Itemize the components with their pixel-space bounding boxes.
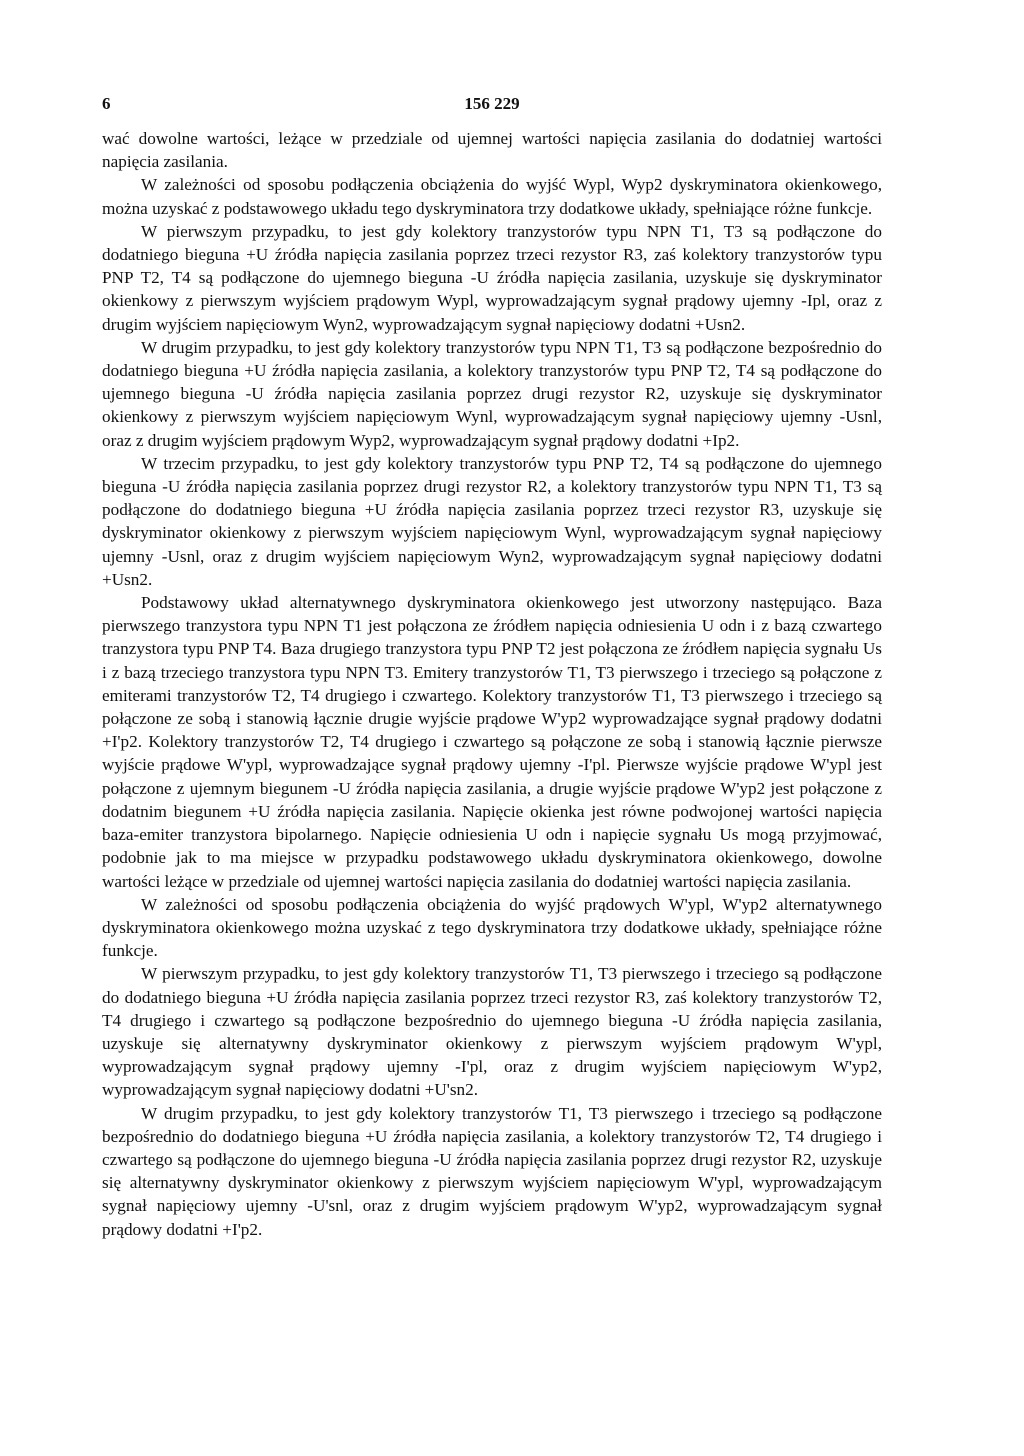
paragraph-1: wać dowolne wartości, leżące w przedziale od ujemnej wartości napięcia zasilania do dodatniej wartości napięcia zasilania. — [102, 129, 882, 172]
paragraph-4: W drugim przypadku, to jest gdy kolektory tranzystorów typu NPN T1, T3 są podłączone bezpośrednio do dodatniego bieguna +U źródła napięcia zasilania, a kolektory tranzystorów typu PNP T2, T4 są podłączone do ujemnego bieguna -U źródła napięcia zasilania poprzez drugi rezystor R2, uzyskuje się dyskryminator okienkowy z pierwszym wyjściem napięciowym Wynl, wyprowadzającym sygnał napięciowy ujemny -Usnl, oraz z drugim wyjściem prądowym Wyp2, wyprowadzającym sygnał prądowy dodatni +Ip2. — [102, 337, 882, 450]
paragraph-9: W drugim przypadku, to jest gdy kolektory tranzystorów T1, T3 pierwszego i trzeciego są podłączone bezpośrednio do dodatniego bieguna +U źródła napięcia zasilania, a kolektory tranzystorów T2, T4 drugiego i czwartego są podłączone do ujemnego bieguna -U źródła napięcia zasilania poprzez drugi rezystor R2, uzyskuje się alternatywny dyskryminator okienkowy z pierwszym wyjściem napięciowym W'ypl, wyprowadzającym sygnał napięciowy ujemny -U'snl, oraz z drugim wyjściem prądowym W'yp2, wyprowadzającym sygnał prądowy dodatni +I'p2. — [102, 1103, 882, 1239]
page-number: 6 — [102, 94, 111, 113]
paragraph-3: W pierwszym przypadku, to jest gdy kolektory tranzystorów typu NPN T1, T3 są podłączone do dodatniego bieguna +U źródła napięcia zasilania poprzez trzeci rezystor R3, zaś kolektory tranzystorów typu PNP T2, T4 są podłączone do ujemnego bieguna -U źródła napięcia zasilania, uzyskuje się dyskryminator okienkowy z pierwszym wyjściem prądowym Wypl, wyprowadzającym sygnał prądowy ujemny -Ipl, oraz z drugim wyjściem napięciowym Wyn2, wyprowadzającym sygnał napięciowy dodatni +Usn2. — [102, 221, 882, 334]
paragraph-2: W zależności od sposobu podłączenia obciążenia do wyjść Wypl, Wyp2 dyskryminatora okienkowego, można uzyskać z podstawowego układu tego dyskryminatora trzy dodatkowe układy, spełniające różne funkcje. — [102, 175, 882, 218]
paragraph-8: W pierwszym przypadku, to jest gdy kolektory tranzystorów T1, T3 pierwszego i trzeciego są podłączone do dodatniego bieguna +U źródła napięcia zasilania poprzez trzeci rezystor R3, zaś kolektory tranzystorów T2, T4 drugiego i czwartego są podłączone bezpośrednio do ujemnego bieguna -U źródła napięcia zasilania, uzyskuje się alternatywny dyskryminator okienkowy z pierwszym wyjściem prądowym W'ypl, wyprowadzającym sygnał prądowy ujemny -I'pl, oraz z drugim wyjściem napięciowym W'yp2, wyprowadzającym sygnał napięciowy dodatni +U'sn2. — [102, 964, 882, 1100]
paragraph-6: Podstawowy układ alternatywnego dyskryminatora okienkowego jest utworzony następująco. Baza pierwszego tranzystora typu NPN T1 jest połączona ze źródłem napięcia odniesienia U odn i z bazą czwartego tranzystora typu PNP T4. Baza drugiego tranzystora typu PNP T2 jest połączona ze źródłem napięcia sygnału Us i z bazą trzeciego tranzystora typu NPN T3. Emitery tranzystorów T1, T3 pierwszego i trzeciego są połączone z emiterami tranzystorów T2, T4 drugiego i czwartego. Kolektory tranzystorów T1, T3 pierwszego i trzeciego są połączone ze sobą i stanowią łącznie drugie wyjście prądowe W'yp2 wyprowadzające sygnał prądowy dodatni +I'p2. Kolektory tranzystorów T2, T4 drugiego i czwartego są połączone ze sobą i stanowią łącznie pierwsze wyjście prądowe W'ypl, wyprowadzające sygnał prądowy ujemny -I'pl. Pierwsze wyjście prądowe W'ypl jest połączone z ujemnym biegunem -U źródła napięcia zasilania, a drugie wyjście prądowe W'yp2 jest połączone z dodatnim biegunem +U źródła napięcia zasilania. Napięcie okienka jest równe podwojonej wartości napięcia baza-emiter tranzystora bipolarnego. Napięcie odniesienia U odn i napięcie sygnału Us mogą przyjmować, podobnie jak to ma miejsce w przypadku podstawowego układu dyskryminatora okienkowego, dowolne wartości leżące w przedziale od ujemnej wartości napięcia zasilania do dodatniej wartości napięcia zasilania. — [102, 593, 882, 891]
paragraph-7: W zależności od sposobu podłączenia obciążenia do wyjść prądowych W'ypl, W'yp2 alternatywnego dyskryminatora okienkowego można uzyskać z tego dyskryminatora trzy dodatkowe układy, spełniające różne funkcje. — [102, 894, 882, 961]
paragraph-5: W trzecim przypadku, to jest gdy kolektory tranzystorów typu PNP T2, T4 są podłączone do ujemnego bieguna -U źródła napięcia zasilania poprzez drugi rezystor R2, a kolektory tranzystorów typu NPN T1, T3 są podłączone do dodatniego bieguna +U źródła napięcia zasilania poprzez trzeci rezystor R3, uzyskuje się dyskryminator okienkowy z pierwszym wyjściem napięciowym Wynl, wyprowadzającym sygnał napięciowy ujemny -Usnl, oraz z drugim wyjściem napięciowym Wyn2, wyprowadzającym sygnał napięciowy dodatni +Usn2. — [102, 453, 882, 589]
document-number: 156 229 — [464, 94, 520, 113]
page-header — [102, 94, 882, 118]
body-text — [102, 127, 882, 1241]
